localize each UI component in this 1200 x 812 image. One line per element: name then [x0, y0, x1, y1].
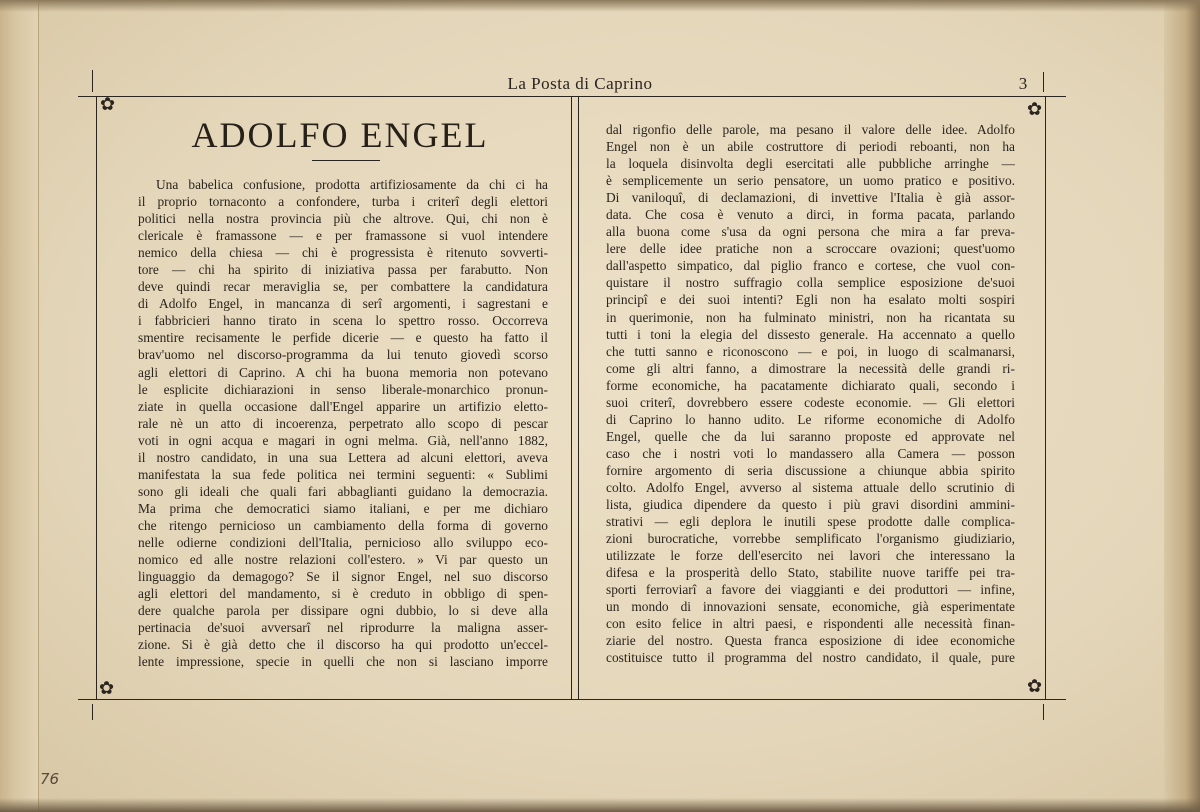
text-line: la loquela disinvolta degli esercitati alle pubbliche arringhe — [606, 156, 1015, 172]
marginal-number: 76 [40, 770, 60, 788]
text-line: alla buona come s'usa da ogni persona che mira a far preva- [606, 224, 1015, 240]
binding-edge [0, 0, 39, 812]
text-line: sono gli ideali che quali fari abbaglianti guidano la democrazia. [138, 483, 548, 499]
text-line: data. Che cosa è venuto a dirci, in forma pacata, parlando [606, 207, 1015, 223]
text-line: caso che i nostri voti lo mandassero alla Camera — posson [606, 445, 1015, 461]
text-line: di Caprino lo hanno udito. Le riforme economiche di Adolfo [606, 411, 1015, 427]
text-line: un mondo di innovazioni sensate, economiche, già esperimentate [606, 599, 1015, 615]
text-line: deve quindi recar meraviglia se, per combattere la candidatura [138, 279, 548, 295]
column-divider-left [571, 96, 572, 699]
text-line: lere delle idee pratiche non a scroccare ovazioni; quest'uomo [606, 241, 1015, 257]
text-line: come gli altri fanno, a dimostrare la necessità delle grandi ri- [606, 360, 1015, 376]
text-line: Ma prima che democratici siamo italiani, e per me dichiaro [138, 500, 548, 516]
ornament-icon: ✿ [1027, 676, 1043, 697]
text-line: nelle odierne condizioni dell'Italia, pernicioso allo sviluppo eco- [138, 534, 548, 550]
text-line: dere qualche parola per dissipare ogni dubbio, lo si deve alla [138, 603, 548, 619]
text-line: voti in ogni acqua e magari in ogni melma. Già, nell'anno 1882, [138, 432, 548, 448]
page-edge [1164, 0, 1200, 812]
left-column [138, 176, 548, 670]
bottom-shadow [0, 798, 1200, 812]
text-line: tore — chi ha spirito di iniziativa passa per farabutto. Non [138, 262, 548, 278]
text-line: nemico della chiesa — chi è progressista è ritenuto sovverti- [138, 245, 548, 261]
frame-right-line [1045, 96, 1046, 699]
text-line: Engel non è un abile costruttore di periodi reboanti, non ha [606, 139, 1015, 155]
text-line: utilizzate le forze dell'esercito nei lavori che interessano la [606, 548, 1015, 564]
text-line: difesa e la prosperità dello Stato, stabilite nuove tariffe pei tra- [606, 565, 1015, 581]
text-line: linguaggio da demagogo? Se il signor Engel, nel suo discorso [138, 569, 548, 585]
ornament-icon: ✿ [99, 678, 115, 699]
text-line: forme economiche, ha pacatamente dichiarato quali, secondo i [606, 377, 1015, 393]
text-line: zione. Si è già detto che il discorso ha qui prodotto un'eccel- [138, 637, 548, 653]
text-line: agli elettori di Caprino. A chi ha buona memoria non potevano [138, 364, 548, 380]
ornament-icon: ✿ [100, 94, 116, 115]
text-line: clericale è framassone — e per framassone si vuol intendere [138, 228, 548, 244]
header-rule [78, 96, 1066, 97]
text-line: suoi criterî, dovrebbero essere codeste economie. — Gli elettori [606, 394, 1015, 410]
text-line: quistare il nostro suffragio colla semplice esposizione de'suoi [606, 275, 1015, 291]
text-line: di Adolfo Engel, in mancanza di serî argomenti, i sagrestani e [138, 296, 548, 312]
footer-tick-left [92, 704, 93, 720]
text-line: strativi — egli deplora le inutili spese prodotte dalle complica- [606, 514, 1015, 530]
text-line: agli elettori del mandamento, si è creduto in obbligo di spen- [138, 586, 548, 602]
text-line: Di vaniloquî, di declamazioni, di invettive l'Italia è già assor- [606, 190, 1015, 206]
text-line: ziarie del nostro. Questa franca esposizione di idee economiche [606, 633, 1015, 649]
text-line: politici nella nostra provincia più che altrove. Qui, chi non è [138, 211, 548, 227]
right-column [606, 121, 1015, 667]
frame-left-line [96, 96, 97, 699]
ornament-icon: ✿ [1027, 99, 1043, 120]
footer-tick-right [1043, 704, 1044, 720]
text-line: ziate in quella occasione dall'Engel apparire un artifizio eletto- [138, 398, 548, 414]
text-line: rale nè un atto di incoerenza, perpetrato allo scopo di pescar [138, 415, 548, 431]
text-line: che ritengo pernicioso un cambiamento della forma di governo [138, 517, 548, 533]
text-line: tutti i toni la elegia del dissesto generale. Ha accennato a quello [606, 326, 1015, 342]
text-line: è semplicemente un serio pensatore, un uomo pratico e positivo. [606, 173, 1015, 189]
footer-rule [78, 699, 1066, 700]
column-divider-right [578, 96, 579, 699]
header-tick-right [1043, 72, 1044, 92]
text-line: i fabbricieri hanno tirato in scena lo spettro rosso. Occorreva [138, 313, 548, 329]
text-line: che tutti sanno e riconoscono — e poi, in luogo di scalmanarsi, [606, 343, 1015, 359]
text-line: lente impressione, specie in quelli che non si lasciano imporre [138, 654, 548, 670]
text-line: lista, giudica dipendere da questo i più gravi disordini ammini- [606, 497, 1015, 513]
text-line: sporti ferroviarî a favore dei viaggianti e dei produttori — infine, [606, 582, 1015, 598]
text-line: dal rigonfio delle parole, ma pesano il valore delle idee. Adolfo [606, 122, 1015, 137]
title-rule [312, 160, 380, 161]
text-line: con esito felice in altri paesi, e rispondenti alle necessità finan- [606, 616, 1015, 632]
text-line: le esplicite dichiarazioni in senso liberale-monarchico pronun- [138, 381, 548, 397]
text-line: Engel, quelle che da lui saranno proposte ed approvate nel [606, 428, 1015, 444]
text-line: in querimonie, non ha fulminato ministri, non ha ricantata su [606, 309, 1015, 325]
text-line: brav'uomo nel discorso-programma da lui tenuto giovedì scorso [138, 347, 548, 363]
top-shadow [0, 0, 1200, 12]
text-line: zioni burocratiche, vorrebbe semplificato l'organismo giudiziario, [606, 531, 1015, 547]
header-tick-left [92, 70, 93, 92]
text-line: colto. Adolfo Engel, avverso al sistema attuale dello scrutinio di [606, 479, 1015, 495]
text-line: il nostro candidato, in una sua Lettera ad alcuni elettori, aveva [138, 449, 548, 465]
text-line: manifestata la sua fede politica nei termini seguenti: « Sublimi [138, 466, 548, 482]
text-line: costituisce tutto il programma del nostro candidato, il quale, pure [606, 650, 1015, 666]
text-line: fornire argomento di seria discussione a chiunque abbia spirito [606, 462, 1015, 478]
text-line: smentire recisamente le perfide dicerie — e questo ha fatto il [138, 330, 548, 346]
text-line: principî e dei suoi intenti? Egli non ha esalato molti sospiri [606, 292, 1015, 308]
text-line: dall'aspetto simpatico, dal piglio franco e cortese, che vuol con- [606, 258, 1015, 274]
running-head: La Posta di Caprino [507, 74, 653, 93]
page-number: 3 [1018, 74, 1028, 93]
text-line: Una babelica confusione, prodotta artifiziosamente da chi ci ha [156, 177, 548, 192]
article-title: ADOLFO ENGEL [191, 115, 489, 155]
text-line: il proprio tornaconto a confondere, turba i criterî degli elettori [138, 194, 548, 210]
text-line: pertinacia de'suoi avversarî nel riprodurre la maligna asser- [138, 620, 548, 636]
text-line: nomico ed alle nostre relazioni coll'estero. » Vi par questo un [138, 552, 548, 568]
